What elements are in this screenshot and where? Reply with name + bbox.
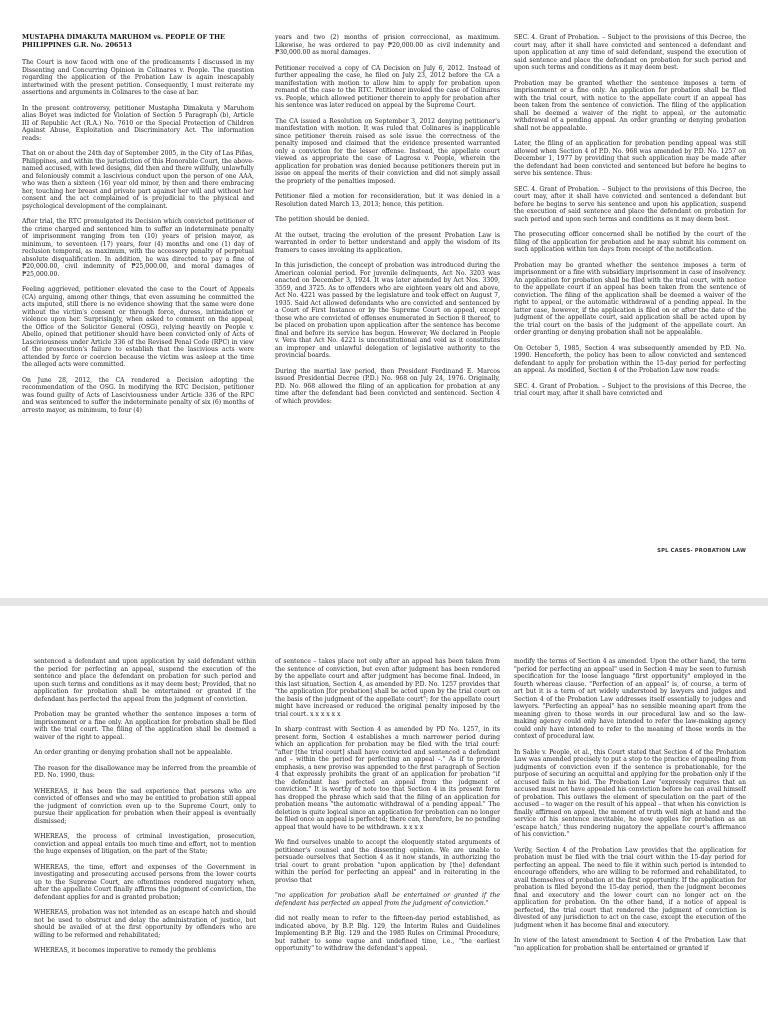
page1-column-2: [275, 34, 500, 554]
paragraph: Petitioner filed a motion for reconsideration, but it was denied in a Resolution dated March 13, 2013; hence, this petition.: [275, 193, 500, 208]
statute-quote: SEC. 4. Grant of Probation. – Subject to the provisions of this Decree, the court may, after it shall have convicted and sentenced a defendant but before he begins to serve his sentence and upon his application, suspend the execution of said sentence and place the defendant on probation for such period and upon such terms and conditions as it may deem best.: [514, 185, 746, 223]
statute-quote: Probation may be granted whether the sentence imposes a term of imprisonment or a fine with subsidiary imprisonment in case of insolvency. An application for probation shall be filed with the trial court, with notice to the appellate court if an appeal has been taken from the sentence of conviction. The filing of the application shall be deemed a waiver of the right to appeal, or the automatic withdrawal of a pending appeal. In the latter case, however, if the application is filed on or after the date of the judgment of the appellate court, said application shall be acted upon by the trial court on the basis of the judgment of the appellate court. An order granting or denying probation shall not be appealable.: [514, 261, 746, 336]
paragraph: The petition should be denied.: [275, 216, 370, 223]
statute-quote: SEC. 4. Grant of Probation. – Subject to the provisions of this Decree, the trial court may, after it shall have convicted and: [514, 382, 746, 397]
paragraph: modify the terms of Section 4 as amended. Upon the other hand, the term "period for perfecting an appeal" used in Section 4 may be seen to furnish specification for the loose language "first opportunity" employed in the fourth whereas clause. "Perfection of an appeal" is, of course, a term of art but it is a term of art widely understood by lawyers and judges and Section 4 of the Probation Law addresses itself essentially to judges and lawyers. "Perfecting an appeal" has no sensible meaning apart from the meaning given to those words in our procedural law and so the law-making agency could only have intended to refer the law-making agency could only have intended to refer to the meaning of those words in the context of procedural law.: [514, 658, 746, 740]
paragraph: The Court is now faced with one of the predicaments I discussed in my Dissenting and Concurring Opinion in Colinares v. People. The question regarding the application of the Probation Law is again inescapably intertwined with the present petition. Consequently, I must reiterate my assertions and arguments in Colinares to the case at bar.: [22, 59, 254, 96]
paragraph: did not really mean to refer to the fifteen-day period established, as indicated above, by B.P. Blg. 129, the Interim Rules and Guidelines Implementing B.P. Blg. 129 and the 1985 Rules on Criminal Procedure, but rather to some vague and undefined time, i.e., "the earliest opportunity" to withdraw the defendant's appeal.: [275, 915, 500, 952]
whereas-clause: WHEREAS, the process of criminal investigation, prosecution, conviction and appeal entails too much time and effort, not to mention the huge expenses of litigation, on the part of the State;: [34, 833, 256, 855]
page2-column-1: [34, 658, 256, 1024]
document-page-2: [0, 606, 768, 1024]
information-quote: That on or about the 24th day of September 2005, in the City of Las Piñas, Philippines, and within the jurisdiction of this Honorable Court, the above-named accused, with lewd designs, did then and there willfully, unlawfully and feloniously commit a lascivious conduct upon the person of one AAA, who was then a sixteen (16) year old minor, by then and there embracing her, touching her breast and private part against her will and without her consent and the act complained of is prejudicial to the physical and psychological development of the complainant.: [22, 150, 254, 210]
whereas-clause: WHEREAS, it becomes imperative to remedy the problems: [34, 947, 216, 954]
paragraph: During the martial law period, then President Ferdinand E. Marcos issued Presidential Decree (P.D.) No. 968 on July 24, 1976. Originally, P.D. No. 968 allowed the filing of an application for probation at any time after the defendant had been convicted and sentenced. Section 4 of which provides:: [275, 367, 500, 405]
paragraph: Verily, Section 4 of the Probation Law provides that the application for probation must be filed with the trial court within the 15-day period for perfecting an appeal. The need to file it within such period is intended to encourage offenders, who are willing to be reformed and rehabilitated, to avail themselves of probation at the first opportunity. If the application for probation is filed beyond the 15-day period, then the judgment becomes final and executory and the lower court can no longer act on the application for probation. On the other hand, if a notice of appeal is perfected, the trial court that rendered the judgment of conviction is divested of any jurisdiction to act on the case, except the execution of the judgment when it has become final and executory.: [514, 846, 746, 929]
page2-column-3: [514, 658, 746, 1024]
page1-column-1: [22, 34, 254, 554]
statute-quote: The prosecuting officer concerned shall be notified by the court of the filing of the application for probation and he may submit his comment on such application within ten days from receipt of the notification.: [514, 231, 746, 253]
paragraph: Petitioner received a copy of CA Decision on July 6, 2012. Instead of further appealing the case, he filed on July 23, 2012 before the CA a manifestation with motion to allow him to apply for probation upon remand of the case to the RTC. Petitioner invoked the case of Colinares vs. People, which allowed petitioner therein to apply for probation after his sentence was later reduced on appeal by the Supreme Court.: [275, 64, 500, 109]
paragraph: We find ourselves unable to accept the eloquently stated arguments of petitioner's counsel and the dissenting opinion. We are unable to persuade ourselves that Section 4 as it now stands, in authorizing the trial court to grant probation "upon application by [the] defendant within the period for perfecting an appeal" and in reiterating in the proviso that: [275, 839, 500, 884]
paragraph: In this jurisdiction, the concept of probation was introduced during the American colonial period. For juvenile delinquents, Act No. 3203 was enacted on December 3, 1924. It was later amended by Act Nos. 3309, 3559, and 3725. As to offenders who are eighteen years old and above, Act No. 4221 was passed by the legislature and took effect on August 7, 1935. Said Act allowed defendants who are convicted and sentenced by a Court of First Instance or by the Supreme Court on appeal, except those who are convicted of offenses enumerated in Section 8 thereof, to be placed on probation upon application after the sentence has become final and before its service has begun. However, We declared in People v. Vera that Act No. 4221 is unconstitutional and void as it constitutes an improper and unlawful delegation of legislative authority to the provincial boards.: [275, 262, 500, 359]
paragraph: years and two (2) months of prision correccional, as maximum. Likewise, he was ordered to pay ₱20,000.00 as civil indemnity and ₱30,000.00 as moral damages.: [275, 34, 500, 56]
paragraph: After trial, the RTC promulgated its Decision which convicted petitioner of the crime charged and sentenced him to suffer an indeterminate penalty of imprisonment ranging from ten (10) years of prision mayor, as minimum, to seventeen (17) years, four (4) months and one (1) day of reclusion temporal, as maximum, with the accessory penalty of perpetual absolute disqualification. In addition, he was directed to pay a fine of ₱20,000.00, civil indemnity of ₱25,000.00, and moral damages of ₱25,000.00.: [22, 218, 254, 278]
paragraph: On October 5, 1985, Section 4 was subsequently amended by P.D. No. 1990. Henceforth, the policy has been to allow convicted and sentenced defendant to apply for probation within the 15-day period for perfecting an appeal. As modified, Section 4 of the Probation Law now reads:: [514, 344, 746, 374]
paragraph: The reason for the disallowance may be inferred from the preamble of P.D. No. 1990, thus:: [34, 764, 256, 779]
whereas-clause: WHEREAS, the time, effort and expenses of the Government in investigating and prosecuting accused persons from the lower courts up to the Supreme Court, are oftentimes rendered nugatory when, after the appellate Court finally affirms the judgment of conviction, the defendant applies for and is granted probation;: [34, 863, 256, 901]
paragraph: In view of the latest amendment to Section 4 of the Probation Law that "no application for probation shall be entertained or granted if: [514, 937, 746, 952]
whereas-clause: WHEREAS, probation was not intended as an escape hatch and should not be used to obstruct and delay the administration of justice, but should be availed of at the first opportunity by offenders who are willing to be reformed and rehabilitated;: [34, 909, 256, 939]
paragraph: Feeling aggrieved, petitioner elevated the case to the Court of Appeals (CA) arguing, among other things, that even assuming he committed the acts imputed, still there is no evidence showing that the same were done without the victim's consent or through force, duress, intimidation or violence upon her. Surprisingly, when asked to comment on the appeal, the Office of the Solicitor General (OSG), relying heavily on People v. Abello, opined that petitioner should have been convicted only of Acts of Lasciviousness under Article 336 of the Revised Penal Code (RPC) in view of the prosecution's failure to establish that the lascivious acts were attended by force or coercion because the victim was asleep at the time the alleged acts were committed.: [22, 286, 254, 368]
paragraph: Later, the filing of an application for probation pending appeal was still allowed when Section 4 of P.D. No. 968 was amended by P.D. No. 1257 on December 1, 1977 by providing that such application may be made after the defendant had been convicted and sentenced but before he begins to serve his sentence. Thus:: [514, 140, 746, 177]
page1-column-3: [514, 34, 746, 554]
paragraph: The CA issued a Resolution on September 3, 2012 denying petitioner's manifestation with motion. It was ruled that Colinares is inapplicable since petitioner therein raised as sole issue the correctness of the penalty imposed and claimed that the evidence presented warranted only a conviction for the lesser offense. Instead, the appellate court viewed as appropriate the case of Lagrosa v. People, wherein the application for probation was denied because petitioners therein put in issue on appeal the merits of their conviction and did not simply assail the propriety of the penalties imposed.: [275, 117, 500, 185]
page-separator: [0, 598, 768, 606]
paragraph: At the outset, tracing the evolution of the present Probation Law is warranted in order to better understand and apply the wisdom of its framers to cases invoking its application.: [275, 231, 500, 254]
statute-quote: sentenced a defendant and upon application by said defendant within the period for perfecting an appeal, suspend the execution of the sentence and place the defendant on probation for such period and upon such terms and conditions as it may deem best; Provided, that no application for probation shall be entertained or granted if the defendant has perfected the appeal from the judgment of conviction.: [34, 658, 256, 703]
paragraph: In the present controversy, petitioner Mustapha Dimakuta y Maruhom alias Boyet was indicted for Violation of Section 5 Paragraph (b), Article III of Republic Act (R.A.) No. 7610 or the Special Protection of Children Against Abuse, Exploitation and Discriminatory Act. The information reads:: [22, 104, 254, 142]
page2-column-2: [275, 658, 500, 1024]
statute-quote: An order granting or denying probation shall not be appealable.: [34, 749, 233, 756]
paragraph: of sentence – takes place not only after an appeal has been taken from the sentence of conviction, but even after judgment has been rendered by the appellate court and after judgment has become final. Indeed, in this last situation, Section 4, as amended by P.D. No. 1257 provides that "the application [for probation] shall be acted upon by the trial court on the basis of the judgment of the appellate court"; for the appellate court might have increased or reduced the original penalty imposed by the trial court. x x x x x x: [275, 658, 500, 718]
statute-quote: Probation may be granted whether the sentence imposes a term of imprisonment or a fine only. An application for probation shall be filed with the trial court, with notice to the appellate court if an appeal has been taken from the sentence of conviction. The filing of the application shall be deemed a waiver of the right to appeal, or the automatic withdrawal of a pending appeal. An order granting or denying probation shall not be appealable.: [514, 79, 746, 132]
proviso-quote: "no application for probation shall be entertained or granted if the defendant has perfected an appeal from the judgment of conviction.": [275, 892, 500, 907]
paragraph: On June 28, 2012, the CA rendered a Decision adopting the recommendation of the OSG. In modifying the RTC Decision, petitioner was found guilty of Acts of Lasciviousness under Article 336 of the RPC and was sentenced to suffer the indeterminate penalty of six (6) months of arresto mayor, as minimum, to four (4): [22, 376, 254, 414]
page-footer: SPL CASES- PROBATION LAW: [657, 548, 746, 554]
statute-quote: Probation may be granted whether the sentence imposes a term of imprisonment or a fine only. An application for probation shall be filed with the trial court. The filing of the application shall be deemed a waiver of the right to appeal.: [34, 711, 256, 741]
paragraph: In sharp contrast with Section 4 as amended by PD No. 1257, in its present form, Section 4 establishes a much narrower period during which an application for probation may be filed with the trial court: "after [the trial court] shall have convicted and sentenced a defendant and – within the period for perfecting an appeal –." As if to provide emphasis, a new proviso was appended to the first paragraph of Section 4 that expressly prohibits the grant of an application for probation "if the defendant has perfected an appeal from the judgment of conviction." It is worthy of note too that Section 4 in its present form has dropped the phrase which said that the filing of an application for probation means "the automatic withdrawal of a pending appeal." The deletion is quite logical since an application for probation can no longer be filed once an appeal is perfected; there can, therefore, be no pending appeal that would have to be withdrawn. x x x x: [275, 726, 500, 831]
case-title: MUSTAPHA DIMAKUTA MARUHOM vs. PEOPLE OF THE PHILIPPINES G.R. No. 206513: [22, 34, 225, 49]
statute-quote: SEC. 4. Grant of Probation. – Subject to the provisions of this Decree, the court may, after it shall have convicted and sentenced a defendant and upon application at any time of said defendant, suspend the execution of said sentence and place the defendant on probation for such period and upon such terms and conditions as it may deem best.: [514, 34, 746, 71]
whereas-clause: WHEREAS, it has been the sad experience that persons who are convicted of offenses and who may be entitled to probation still appeal the judgment of conviction even up to the Supreme Court, only to pursue their application for probation when their appeal is eventually dismissed;: [34, 787, 256, 825]
paragraph: In Sable v. People, et al., this Court stated that Section 4 of the Probation Law was amended precisely to put a stop to the practice of appealing from judgments of conviction even if the sentence is probationable, for the purpose of securing an acquittal and applying for the probation only if the accused fails in his bid. The Probation Law "expressly requires that an accused must not have appealed his conviction before he can avail himself of probation. This outlaws the element of speculation on the part of the accused – to wager on the result of his appeal – that when his conviction is finally affirmed on appeal, the moment of truth well nigh at hand and the service of his sentence inevitable, he now applies for probation as an 'escape hatch,' thus rendering nugatory the appellate court's affirmance of his conviction.": [514, 748, 746, 838]
